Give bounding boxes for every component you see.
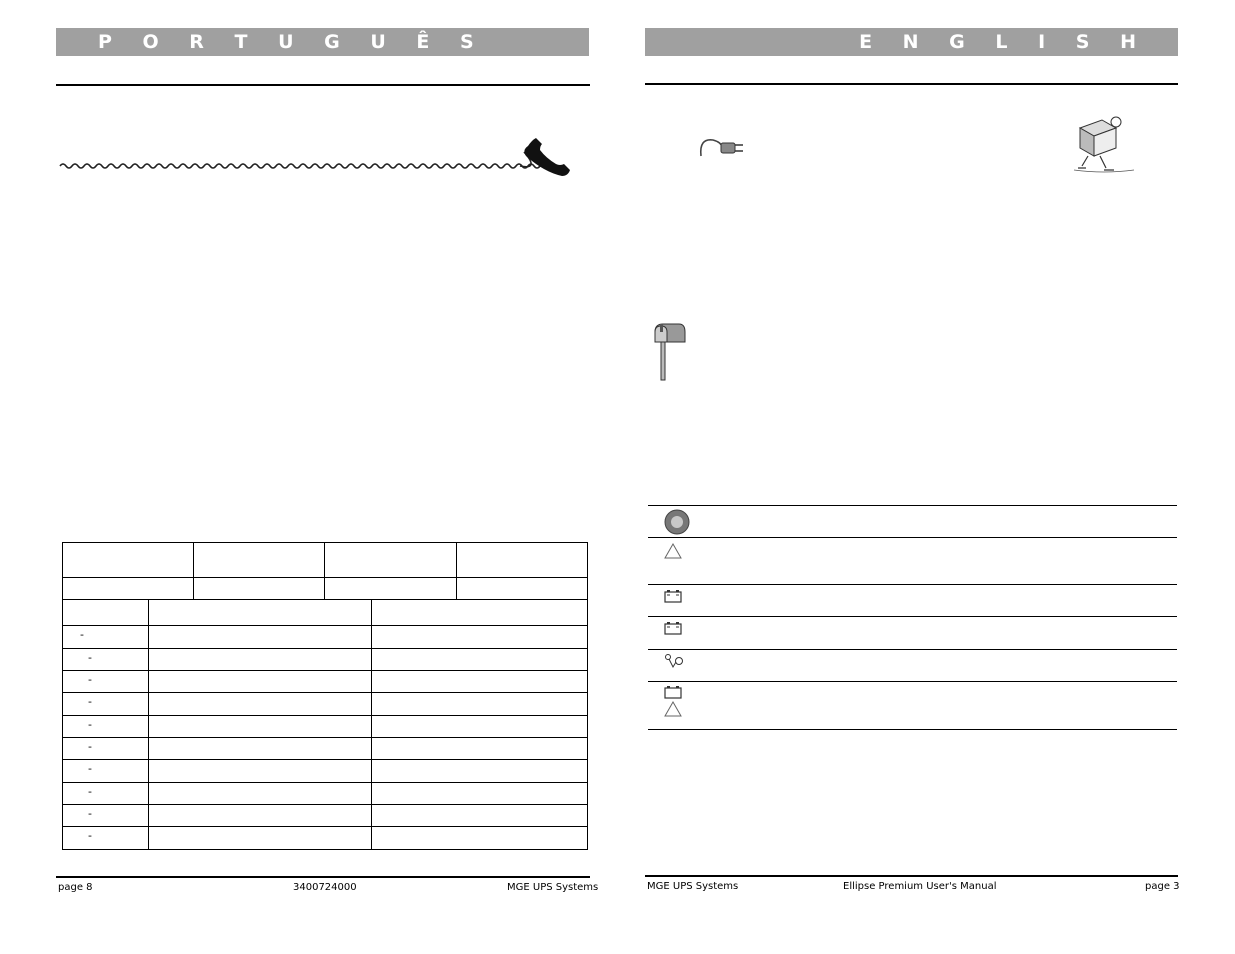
left-footer-doc-number: 3400724000 <box>293 882 357 893</box>
battery-icon <box>664 589 682 603</box>
left-header-rule <box>56 84 590 86</box>
dash-mark: - <box>88 762 92 775</box>
dash-mark: - <box>88 673 92 686</box>
on-button-icon <box>664 509 690 535</box>
unpacking-illustration-icon <box>1070 114 1136 174</box>
table-row <box>648 584 1177 617</box>
dash-mark: - <box>88 651 92 664</box>
table-row <box>62 578 588 600</box>
right-header-rule <box>645 83 1178 85</box>
left-footer-page: page 8 <box>58 882 93 893</box>
table-row <box>62 649 588 671</box>
table-row <box>62 783 588 805</box>
warning-triangle-icon <box>664 701 682 717</box>
portuguese-header-band <box>56 28 589 56</box>
table-row <box>62 600 588 626</box>
table-row <box>648 537 1177 585</box>
table-row <box>648 505 1177 538</box>
dash-mark: - <box>88 740 92 753</box>
right-footer-page: page 3 <box>1145 881 1180 892</box>
table-row <box>648 681 1177 730</box>
portuguese-header-title: P O R T U G U Ê S <box>98 31 486 53</box>
dash-mark: - <box>88 785 92 798</box>
table-row <box>62 805 588 827</box>
table-row <box>648 616 1177 650</box>
power-plug-icon <box>697 134 747 160</box>
table-row <box>62 626 588 649</box>
right-footer-rule <box>645 875 1178 877</box>
battery-icon <box>664 621 682 635</box>
mailbox-icon <box>651 322 687 382</box>
warning-triangle-icon <box>664 543 682 559</box>
english-header-band <box>645 28 1178 56</box>
left-footer-rule <box>56 876 590 878</box>
battery-fault-icon <box>664 685 682 699</box>
table-row <box>62 738 588 760</box>
left-footer-company: MGE UPS Systems <box>507 882 599 893</box>
table-row <box>62 760 588 783</box>
dash-mark: - <box>88 718 92 731</box>
english-header-title: E N G L I S H <box>859 31 1148 53</box>
right-footer-manual: Ellipse Premium User's Manual <box>843 881 997 892</box>
table-row <box>62 542 588 578</box>
right-footer-company: MGE UPS Systems <box>647 881 739 892</box>
overload-icon <box>664 653 684 671</box>
telephone-icon <box>58 138 578 182</box>
dash-mark: - <box>80 628 84 641</box>
table-row <box>62 716 588 738</box>
dash-mark: - <box>88 829 92 842</box>
dash-mark: - <box>88 807 92 820</box>
table-row <box>62 693 588 716</box>
table-row <box>648 649 1177 682</box>
table-row <box>62 827 588 850</box>
table-row <box>62 671 588 693</box>
dash-mark: - <box>88 695 92 708</box>
